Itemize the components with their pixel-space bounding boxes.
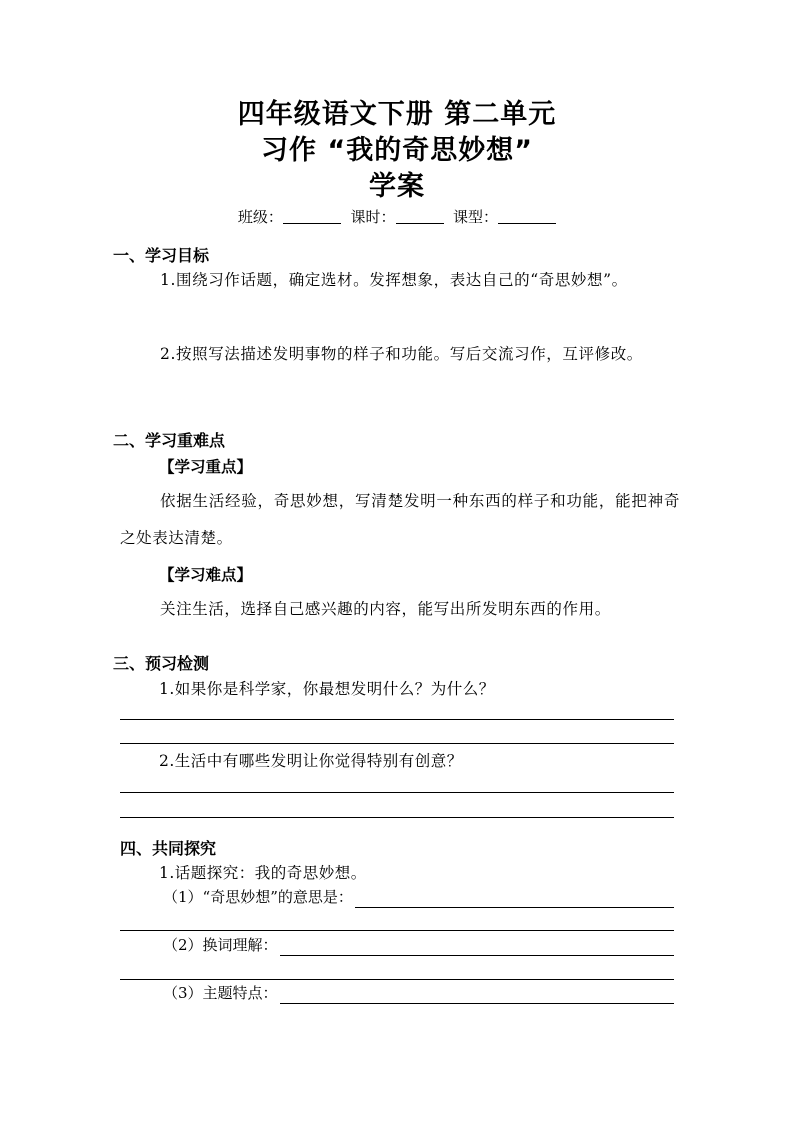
explore-topic: 1.话题探究：我的奇思妙想。 — [159, 864, 367, 882]
class-blank[interactable] — [283, 207, 341, 224]
title-line-2: 习作 “我的奇思妙想” — [261, 135, 533, 166]
synonym-blank[interactable] — [280, 935, 674, 956]
fill-row-synonym — [163, 932, 674, 956]
period-label: 课时： — [350, 208, 396, 226]
key-point-label: 【学习重点】 — [159, 458, 253, 476]
section-heading-explore: 四、共同探究 — [120, 839, 217, 858]
answer-line[interactable] — [120, 930, 674, 931]
key-point-text: 依据生活经验，奇思妙想，写清楚发明一种东西的样子和功能，能把神奇之处表达清楚。 — [120, 492, 680, 547]
title-line-1: 四年级语文下册 第二单元 — [237, 99, 557, 130]
section-heading-preview: 三、预习检测 — [113, 654, 210, 673]
theme-label: （3）主题特点： — [163, 984, 278, 1002]
section-heading-key-points: 二、学习重难点 — [113, 431, 226, 450]
answer-line[interactable] — [120, 743, 674, 744]
difficulty-text: 关注生活，选择自己感兴趣的内容，能写出所发明东西的作用。 — [160, 600, 611, 618]
type-blank[interactable] — [498, 207, 556, 224]
preview-question-1: 1.如果你是科学家，你最想发明什么？为什么？ — [159, 680, 495, 698]
section-heading-goals: 一、学习目标 — [113, 246, 210, 265]
fill-row-theme — [163, 980, 674, 1004]
class-info-row — [0, 206, 794, 228]
answer-line[interactable] — [120, 719, 674, 720]
meaning-blank[interactable] — [355, 887, 674, 908]
title-line-3: 学案 — [369, 171, 425, 202]
preview-question-2: 2.生活中有哪些发明让你觉得特别有创意？ — [159, 752, 463, 770]
synonym-label: （2）换词理解： — [163, 936, 278, 954]
fill-row-meaning — [163, 884, 674, 908]
meaning-label: （1）“奇思妙想”的意思是： — [163, 888, 353, 906]
period-blank[interactable] — [396, 207, 444, 224]
theme-blank[interactable] — [280, 983, 674, 1004]
answer-line[interactable] — [120, 817, 674, 818]
class-label: 班级： — [237, 208, 283, 226]
goal-1: 1.围绕习作话题，确定选材。发挥想象，表达自己的“奇思妙想”。 — [160, 271, 628, 289]
answer-line[interactable] — [120, 792, 674, 793]
difficulty-label: 【学习难点】 — [159, 566, 253, 584]
goal-2: 2.按照写法描述发明事物的样子和功能。写后交流习作，互评修改。 — [160, 345, 643, 363]
type-label: 课型： — [453, 208, 499, 226]
